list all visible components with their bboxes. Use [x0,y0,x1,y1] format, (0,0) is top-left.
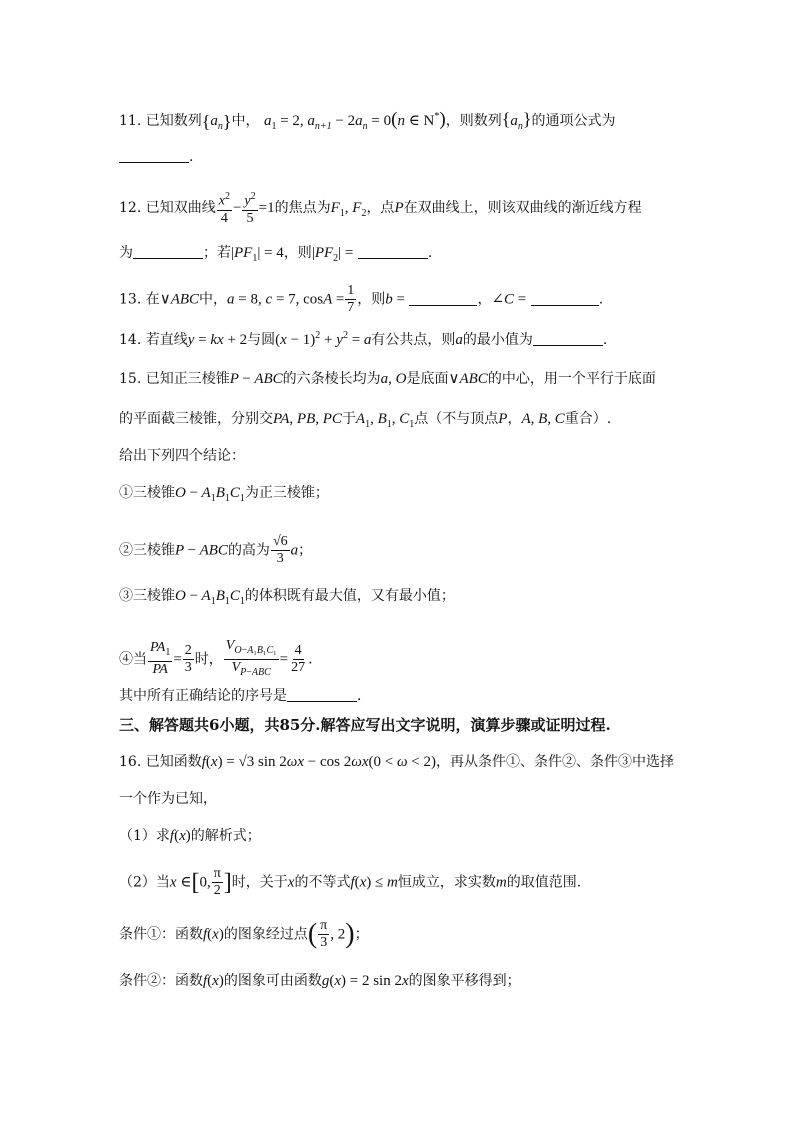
question-number: 14. [119,332,142,348]
question-15-line-2: 的平面截三棱锥，分别交PA, PB, PC于$A_1$, $B_1$, $C_1$点（不与顶点P，A, B, C重合）. [119,411,612,430]
formula: $|PF_2|$ = [311,245,354,264]
fraction: $\frac{2}{3}$ [184,642,192,675]
fraction: $\frac{PA_1}{PA}$ [150,640,171,678]
question-13: 13. 在∨ABC中，a = 8, c = 7, cosA = $\frac{1}{7}$ ，则b = ，∠C = . [119,283,604,315]
conclusion-3: ③三棱锥$O - A_1B_1C_1$的体积既有最大值，又有最小值； [119,588,455,607]
question-16-part-2: （2）当x ∈[0, $\frac{\pi}{2}$ ]时，关于x的不等式f(x) ≤ m恒成立，求实数m的取值范围. [119,866,582,898]
answer-blank[interactable] [133,244,203,259]
fraction: $\frac{4}{27}$ [291,642,306,675]
formula: f(x) = √3 sin 2ωx − cos 2ωx(0 < ω < 2) [201,754,437,770]
question-number: 13. [119,291,142,308]
question-14: 14. 若直线y = kx + 2与圆$(x - 1)^2 + y^2 = a$有公共点，则a的最小值为 . [119,330,608,348]
question-number: 11. [119,113,142,129]
fraction: $\frac{V_{O-A_1B_1C_1}}{V_{P-ABC}}$ [225,638,277,678]
section-heading: 三、解答题共6小题，共85分.解答应写出文字说明，演算步骤或证明过程. [119,716,611,734]
conclusion-1: ①三棱锥$O - A_1B_1C_1$为正三棱锥； [119,485,329,504]
formula: $\{a_n\}$ [501,109,532,132]
fraction: $\frac{√6}{3}$ [272,534,288,566]
answer-blank[interactable] [287,687,357,702]
question-15: 15. 已知正三棱锥P − ABC的六条棱长均为a, O是底面∨ABC的中心，用一个平行于底面 [119,371,656,387]
conclusion-4: ④当 $\frac{PA_1}{PA}$ = $\frac{2}{3}$ 时， $\frac{V_{O-A_1B_1C_1}}{V_{P-ABC}}$ = $\frac{4}{27}$ . [119,638,313,681]
answer-blank[interactable] [533,331,603,346]
answer-blank[interactable] [531,291,599,306]
formula: y = kx + 2 [187,332,248,348]
question-16-line-2: 一个作为已知， [119,791,217,807]
question-12: 12. 已知双曲线 $\frac{x^2}{4}$ − $\frac{y^2}{5}$ =1的焦点为$F_1$, $F_2$，点P在双曲线上，则该双曲线的渐近线方程 [119,191,642,226]
condition-2: 条件②：函数f(x)的图象可由函数g(x) = 2 sin 2x的图象平移得到； [119,973,521,989]
question-number: 16. [119,754,142,770]
formula: ∨ABC [159,291,200,308]
formula: $(x - 1)^2 + y^2 = a$ [275,330,372,348]
question-12-line-2: 为 ；若$|PF_1| = 4$，则$|PF_2|$ = . [119,245,433,264]
fraction: $\frac{1}{7}$ [347,283,355,315]
conclusions-intro: 给出下列四个结论： [119,448,245,464]
question-16: 16. 已知函数f(x) = √3 sin 2ωx − cos 2ωx(0 < ω < 2)，再从条件①、条件②、条件③中选择 [119,754,675,770]
formula: $|PF_1| = 4$ [231,245,284,264]
question-16-part-1: （1）求f(x)的解析式； [119,828,261,844]
answer-blank[interactable] [409,291,477,306]
conclusion-2: ②三棱锥P − ABC的高为 $\frac{√6}{3}$ a； [119,534,313,566]
fraction: $\frac{y^2}{5}$ [244,191,256,226]
formula: a = 8, c = 7, cosA = [227,291,345,308]
formula: $F_1$, $F_2$ [330,199,367,219]
fraction: $\frac{\pi}{2}$ [213,866,221,898]
answer-blank-line: . [119,147,193,167]
formula: $a_1 = 2$, $a_{n+1} - 2a_n = 0(n$ ∈ N*) [263,109,446,132]
formula: $\{a_n\}$ [201,111,232,132]
question-number: 12. [119,199,142,216]
answer-blank[interactable] [358,244,428,259]
question-15-ask: 其中所有正确结论的序号是 . [119,688,362,704]
fraction: $\frac{\pi}{3}$ [320,918,328,950]
fraction: $\frac{x^2}{4}$ [218,191,230,226]
question-11: 11. 已知数列$\{a_n\}$中， $a_1 = 2$, $a_{n+1} - 2a_n = 0(n$ ∈ N*)，则数列$\{a_n\}$的通项公式为 [119,109,616,132]
question-number: 15. [119,371,142,387]
answer-blank[interactable] [119,148,189,163]
condition-1: 条件①：函数f(x)的图象经过点( $\frac{\pi}{3}$ , 2)； [119,918,369,950]
